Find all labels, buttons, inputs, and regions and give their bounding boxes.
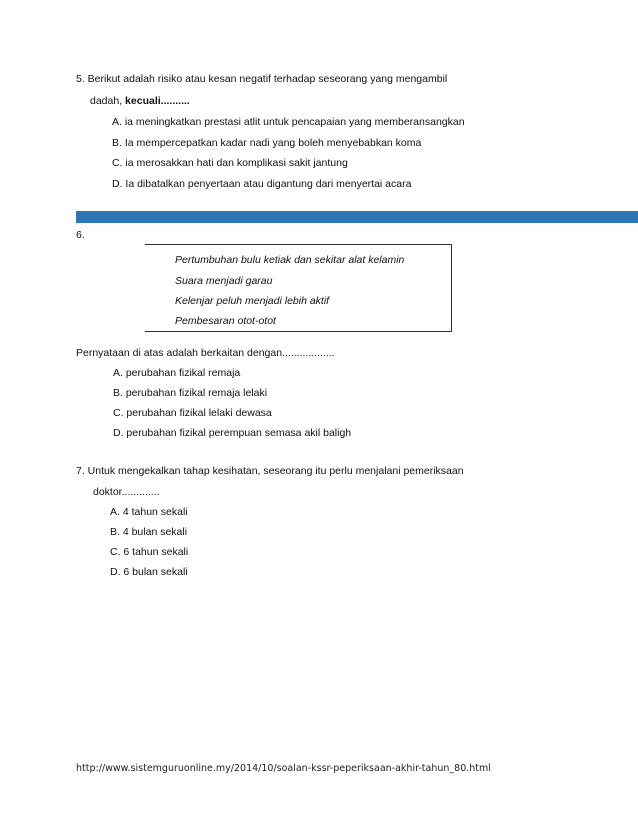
q5-option-d: D. Ia dibatalkan penyertaan atau digantung dari menyertai acara <box>112 178 412 190</box>
q5-stem-line1: 5. Berikut adalah risiko atau kesan negatif terhadap seseorang yang mengambil <box>76 73 448 85</box>
q6-box-item-3: Kelenjar peluh menjadi lebih aktif <box>175 295 330 307</box>
q6-box-item-4: Pembesaran otot-otot <box>175 315 276 327</box>
q6-option-b: B. perubahan fizikal remaja lelaki <box>113 387 268 399</box>
q6-box-item-2: Suara menjadi garau <box>175 275 273 287</box>
q7-option-b: B. 4 bulan sekali <box>110 526 188 538</box>
q6-option-c: C. perubahan fizikal lelaki dewasa <box>113 407 272 419</box>
q6-number: 6. <box>76 229 85 241</box>
q7-option-c: C. 6 tahun sekali <box>110 546 189 558</box>
q5-stem-keyword: kecuali.......... <box>125 95 190 107</box>
q7-option-d: D. 6 bulan sekali <box>110 566 188 578</box>
footer-source-url: http://www.sistemguruonline.my/2014/10/soalan-kssr-peperiksaan-akhir-tahun_80.html <box>76 763 491 774</box>
q5-option-a: A. ia meningkatkan prestasi atlit untuk pencapaian yang memberansangkan <box>112 116 465 128</box>
q6-box-item-1: Pertumbuhan bulu ketiak dan sekitar alat kelamin <box>175 254 405 266</box>
q7-stem-line1: 7. Untuk mengekalkan tahap kesihatan, seseorang itu perlu menjalani pemeriksaan <box>76 465 464 477</box>
q6-statement-box <box>145 244 452 332</box>
q5-stem-line2 <box>90 95 190 107</box>
q7-option-a: A. 4 tahun sekali <box>110 506 188 518</box>
q5-stem-prefix: dadah, <box>90 95 126 107</box>
section-divider-bar <box>76 211 638 223</box>
q5-option-c: C. ia merosakkan hati dan komplikasi sakit jantung <box>112 157 348 169</box>
q7-stem-line2: doktor............. <box>93 486 160 498</box>
q5-option-b: B. Ia mempercepatkan kadar nadi yang boleh menyebabkan koma <box>112 137 422 149</box>
q6-option-a: A. perubahan fizikal remaja <box>113 367 241 379</box>
q6-stem: Pernyataan di atas adalah berkaitan dengan.................. <box>76 347 335 359</box>
q6-option-d: D. perubahan fizikal perempuan semasa akil baligh <box>113 427 352 439</box>
